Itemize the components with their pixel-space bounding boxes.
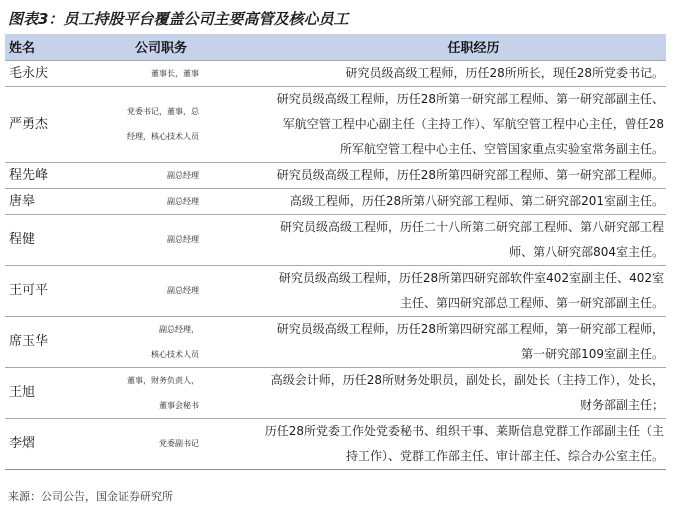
experience-line: 高级会计师，历任28所财务处职员，副处长，副处长（主持工作），处长， — [270, 372, 664, 387]
cell-name: 程健 — [9, 232, 36, 247]
table-row — [5, 367, 666, 418]
position-line: 副总经理， — [159, 324, 199, 334]
experience-line: 历任28所党委工作处党委秘书、组织干事、莱斯信息党群工作部副主任（主 — [264, 423, 664, 438]
cell-name: 王旭 — [9, 385, 36, 400]
position-line: 董事长，董事 — [151, 68, 199, 78]
header-experience: 任职经历 — [447, 41, 500, 57]
experience-line: 军航空管工程中心副主任（主持工作）、军航空管工程中心主任，曾任28 — [282, 116, 664, 131]
cell-experience — [201, 214, 666, 265]
cell-experience — [201, 188, 666, 214]
table-body — [5, 60, 666, 469]
cell-position — [75, 316, 201, 367]
experience-line: 研究员级高级工程师，历任28所所长，现任28所党委书记。 — [345, 65, 664, 80]
position-line: 董事，财务负责人， — [127, 375, 199, 385]
position-line: 党委副书记 — [159, 439, 199, 448]
experience-line: 研究员级高级工程师，历任28所第一研究部工程师、第一研究部副主任、 — [276, 91, 664, 106]
experience-line: 持工作）、党群工作部主任、审计部主任、综合办公室主任。 — [345, 448, 664, 463]
experience-line: 研究员级高级工程师，历任28所第四研究部工程师、第一研究部工程师。 — [276, 167, 664, 182]
executives-table — [5, 34, 666, 469]
experience-line: 财务部副主任； — [579, 397, 664, 412]
position-line: 党委书记，董事，总 — [127, 107, 199, 116]
cell-experience — [201, 86, 666, 162]
position-line: 副总经理 — [167, 286, 199, 295]
experience-line: 所军航空管工程中心主任、空管国家重点实验室常务副主任。 — [339, 141, 664, 156]
cell-name: 毛永庆 — [9, 65, 49, 81]
cell-position — [75, 162, 201, 188]
experience-line: 第一研究部109室副主任。 — [521, 346, 664, 361]
cell-position — [75, 367, 201, 418]
cell-experience — [201, 162, 666, 188]
cell-experience — [201, 367, 666, 418]
table-row — [5, 265, 666, 316]
table-row — [5, 86, 666, 162]
cell-position — [75, 214, 201, 265]
table-row — [5, 316, 666, 367]
experience-line: 师、第八研究部804室主任。 — [509, 244, 664, 259]
cell-name: 席玉华 — [9, 334, 49, 349]
table-row — [5, 188, 666, 214]
position-line: 副总经理 — [167, 196, 199, 206]
header-position: 公司职务 — [134, 41, 187, 57]
cell-position — [75, 265, 201, 316]
position-line: 核心技术人员 — [151, 349, 199, 359]
cell-experience — [201, 316, 666, 367]
page-title: 图表3：员工持股平台覆盖公司主要高管及核心员工 — [8, 10, 349, 28]
executives-table-container — [5, 34, 666, 470]
table-row — [5, 214, 666, 265]
header-name: 姓名 — [9, 41, 36, 57]
experience-line: 研究员级高级工程师，历任28所第四研究部软件室402室副主任、402室 — [278, 270, 664, 285]
position-line: 副总经理 — [167, 235, 199, 244]
cell-position — [75, 60, 201, 86]
cell-experience — [201, 418, 666, 469]
source-note: 来源：公司公告，国金证券研究所 — [8, 490, 173, 503]
cell-name: 唐皋 — [9, 193, 36, 209]
experience-line: 高级工程师，历任28所第八研究部工程师、第二研究部201室副主任。 — [289, 193, 664, 208]
table-row — [5, 418, 666, 469]
experience-line: 主任、第四研究部总工程师、第一研究部副主任。 — [399, 295, 664, 310]
position-line: 董事会秘书 — [159, 400, 199, 410]
cell-experience — [201, 60, 666, 86]
cell-position — [75, 86, 201, 162]
cell-name: 王可平 — [9, 283, 49, 298]
cell-position — [75, 418, 201, 469]
position-line: 经理，核心技术人员 — [127, 132, 199, 141]
table-header-row — [5, 34, 666, 60]
cell-position — [75, 188, 201, 214]
table-row — [5, 60, 666, 86]
cell-name: 严勇杰 — [9, 116, 49, 132]
experience-line: 研究员级高级工程师，历任28所第四研究部工程师，第一研究部工程师， — [276, 321, 664, 336]
cell-name: 程先峰 — [9, 167, 49, 183]
table-row — [5, 162, 666, 188]
cell-name: 李熠 — [9, 436, 36, 451]
cell-experience — [201, 265, 666, 316]
position-line: 副总经理 — [167, 170, 199, 180]
experience-line: 研究员级高级工程师，历任二十八所第二研究部工程师、第八研究部工程 — [279, 219, 664, 234]
